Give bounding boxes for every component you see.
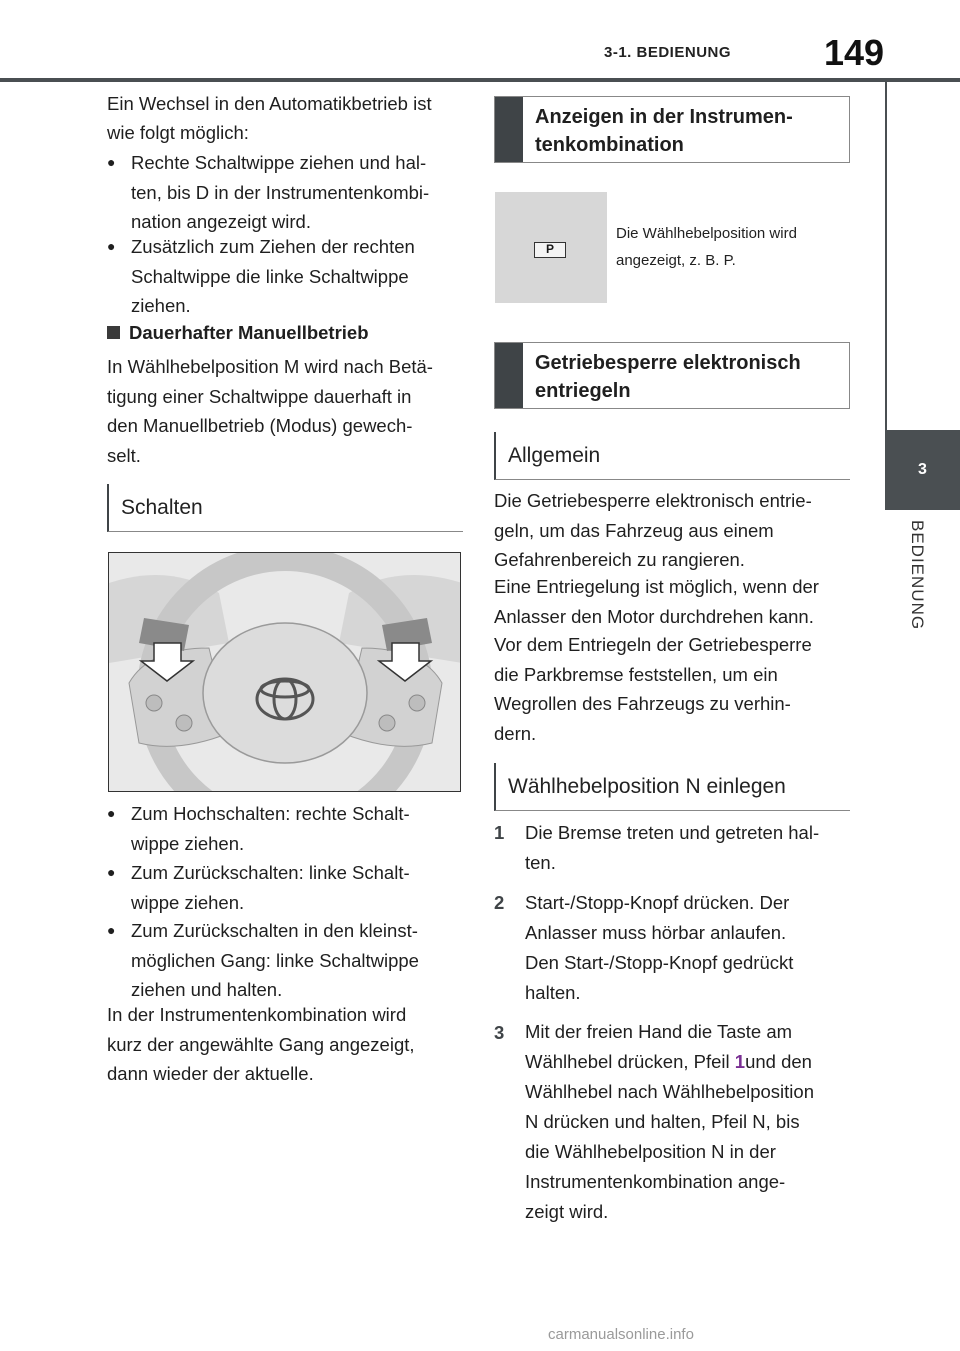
section-title: 3-1. BEDIENUNG: [604, 44, 732, 61]
step-text: [525, 1017, 814, 1227]
bullet-item: [107, 916, 467, 1005]
bullet-text: ● Zum Zurückschalten in den kleinst-: [131, 920, 418, 941]
bullet-item: [107, 858, 467, 917]
step-text: [525, 888, 793, 1008]
text-line: den Manuellbetrieb (Modus) gewech-: [107, 415, 413, 436]
page-number: 149: [824, 32, 885, 73]
text-line: Mit der freien Hand die Taste am: [525, 1021, 793, 1042]
text-line: Start-/Stopp-Knopf drücken. Der: [525, 892, 790, 913]
brake-text: [494, 630, 812, 748]
heading-line: entriegeln: [535, 380, 631, 402]
step-number: 2: [494, 892, 505, 913]
bullet-text: wippe ziehen.: [131, 832, 245, 854]
heading-line: Getriebesperre elektronisch: [535, 352, 801, 374]
bullet-text: ● Zum Hochschalten: rechte Schalt-: [131, 803, 410, 824]
bullet-item: [107, 232, 467, 321]
unlock-text: [494, 572, 819, 631]
text-line: dern.: [494, 722, 537, 744]
bullet-text: wippe ziehen.: [131, 891, 245, 913]
text-line: N drücken und halten, Pfeil N, bis: [525, 1111, 800, 1132]
chapter-number: 3: [918, 461, 927, 478]
general-heading: [494, 432, 850, 480]
text-fragment: Wählhebel drücken, Pfeil: [525, 1051, 735, 1072]
text-line: [525, 1047, 814, 1077]
text-line: geln, um das Fahrzeug aus einem: [494, 519, 774, 541]
steering-wheel-figure: [108, 552, 461, 792]
heading-bar: [495, 97, 523, 162]
text-line: Die Getriebesperre elektronisch entrie-: [494, 490, 812, 511]
bullet-text: möglichen Gang: linke Schaltwippe: [131, 949, 419, 971]
heading-text: Allgemein: [508, 444, 601, 467]
chapter-label: BEDIENUNG: [908, 520, 927, 631]
bullet-text: ● Zum Zurückschalten: linke Schalt-: [131, 862, 410, 883]
heading-line: Anzeigen in der Instrumen-: [535, 106, 793, 128]
bullet-text: ten, bis D in der Instrumentenkombi-: [131, 181, 430, 203]
side-tab-rule: [885, 82, 960, 430]
heading-text: [535, 103, 837, 159]
text-line: ten.: [525, 852, 556, 873]
release-section-heading: [494, 342, 850, 409]
bullet-text: Schaltwippe die linke Schaltwippe: [131, 265, 409, 287]
text-line: Den Start-/Stopp-Knopf gedrückt: [525, 952, 794, 973]
heading-line: tenkombination: [535, 134, 684, 156]
bullet-text: ziehen und halten.: [131, 979, 283, 1000]
text-line: die Wählhebelposition N in der: [525, 1141, 776, 1162]
footer-watermark[interactable]: carmanualsonline.info: [548, 1326, 694, 1343]
bullet-text: ● Zusätzlich zum Ziehen der rechten: [131, 236, 415, 257]
text-line: zeigt wird.: [525, 1201, 609, 1222]
text-line: Vor dem Entriegeln der Getriebesperre: [494, 634, 812, 655]
text-line: Wegrollen des Fahrzeugs zu verhin-: [494, 693, 791, 714]
bullet-item: [107, 799, 467, 858]
step-text: [525, 818, 819, 878]
intro-line-2: wie folgt möglich:: [107, 122, 249, 143]
text-line: die Parkbremse feststellen, um ein: [494, 663, 778, 685]
header-rule: [0, 78, 960, 82]
instrument-display-image: [495, 192, 607, 303]
display-section-heading: [494, 96, 850, 163]
text-line: halten.: [525, 982, 581, 1003]
manual-text: [107, 352, 433, 470]
caption-line: Die Wählhebelposition wird: [616, 225, 797, 242]
text-line: Die Bremse treten und getreten hal-: [525, 822, 820, 843]
bullet-item: [107, 148, 467, 237]
text-line: Anlasser muss hörbar anlaufen.: [525, 922, 787, 943]
neutral-heading: [494, 763, 850, 811]
text-line: In Wählhebelposition M wird nach Betä-: [107, 356, 433, 377]
step-number: 3: [494, 1022, 505, 1043]
manual-heading: Dauerhafter Manuellbetrieb: [107, 322, 369, 344]
arrow-reference: 1: [734, 1051, 746, 1072]
text-line: dann wieder der aktuelle.: [107, 1063, 314, 1084]
bullet-text: ziehen.: [131, 295, 191, 316]
text-line: tigung einer Schaltwippe dauerhaft in: [107, 385, 412, 407]
bullet-text: ● Rechte Schaltwippe ziehen und hal-: [131, 152, 427, 173]
general-text: [494, 486, 812, 575]
text-fragment: und den: [745, 1051, 812, 1072]
text-line: In der Instrumentenkombination wird: [107, 1004, 407, 1025]
steering-wheel-illustration: [109, 553, 461, 792]
bullet-text: nation angezeigt wird.: [131, 211, 311, 232]
text-line: Instrumentenkombination ange-: [525, 1171, 786, 1192]
text-line: Gefahrenbereich zu rangieren.: [494, 549, 745, 570]
gear-indicator: P: [534, 242, 566, 258]
text-line: Anlasser den Motor durchdrehen kann.: [494, 605, 814, 627]
text-line: Wählhebel nach Wählhebelposition: [525, 1081, 814, 1102]
step-number: 1: [494, 822, 505, 843]
text-line: Eine Entriegelung ist möglich, wenn der: [494, 576, 819, 597]
intro-line-1: Ein Wechsel in den Automatikbetrieb ist: [107, 93, 432, 114]
text-line: kurz der angewählte Gang angezeigt,: [107, 1033, 415, 1055]
heading-text: Schalten: [121, 496, 203, 519]
closing-text: [107, 1000, 415, 1089]
schalten-heading: [107, 484, 463, 532]
text-line: selt.: [107, 444, 141, 466]
display-caption: [616, 220, 797, 274]
heading-text: Wählhebelposition N einlegen: [508, 775, 786, 798]
caption-line: angezeigt, z. B. P.: [616, 252, 736, 269]
heading-bar: [495, 343, 523, 408]
chapter-tab[interactable]: [885, 430, 960, 510]
heading-text: [535, 349, 837, 405]
